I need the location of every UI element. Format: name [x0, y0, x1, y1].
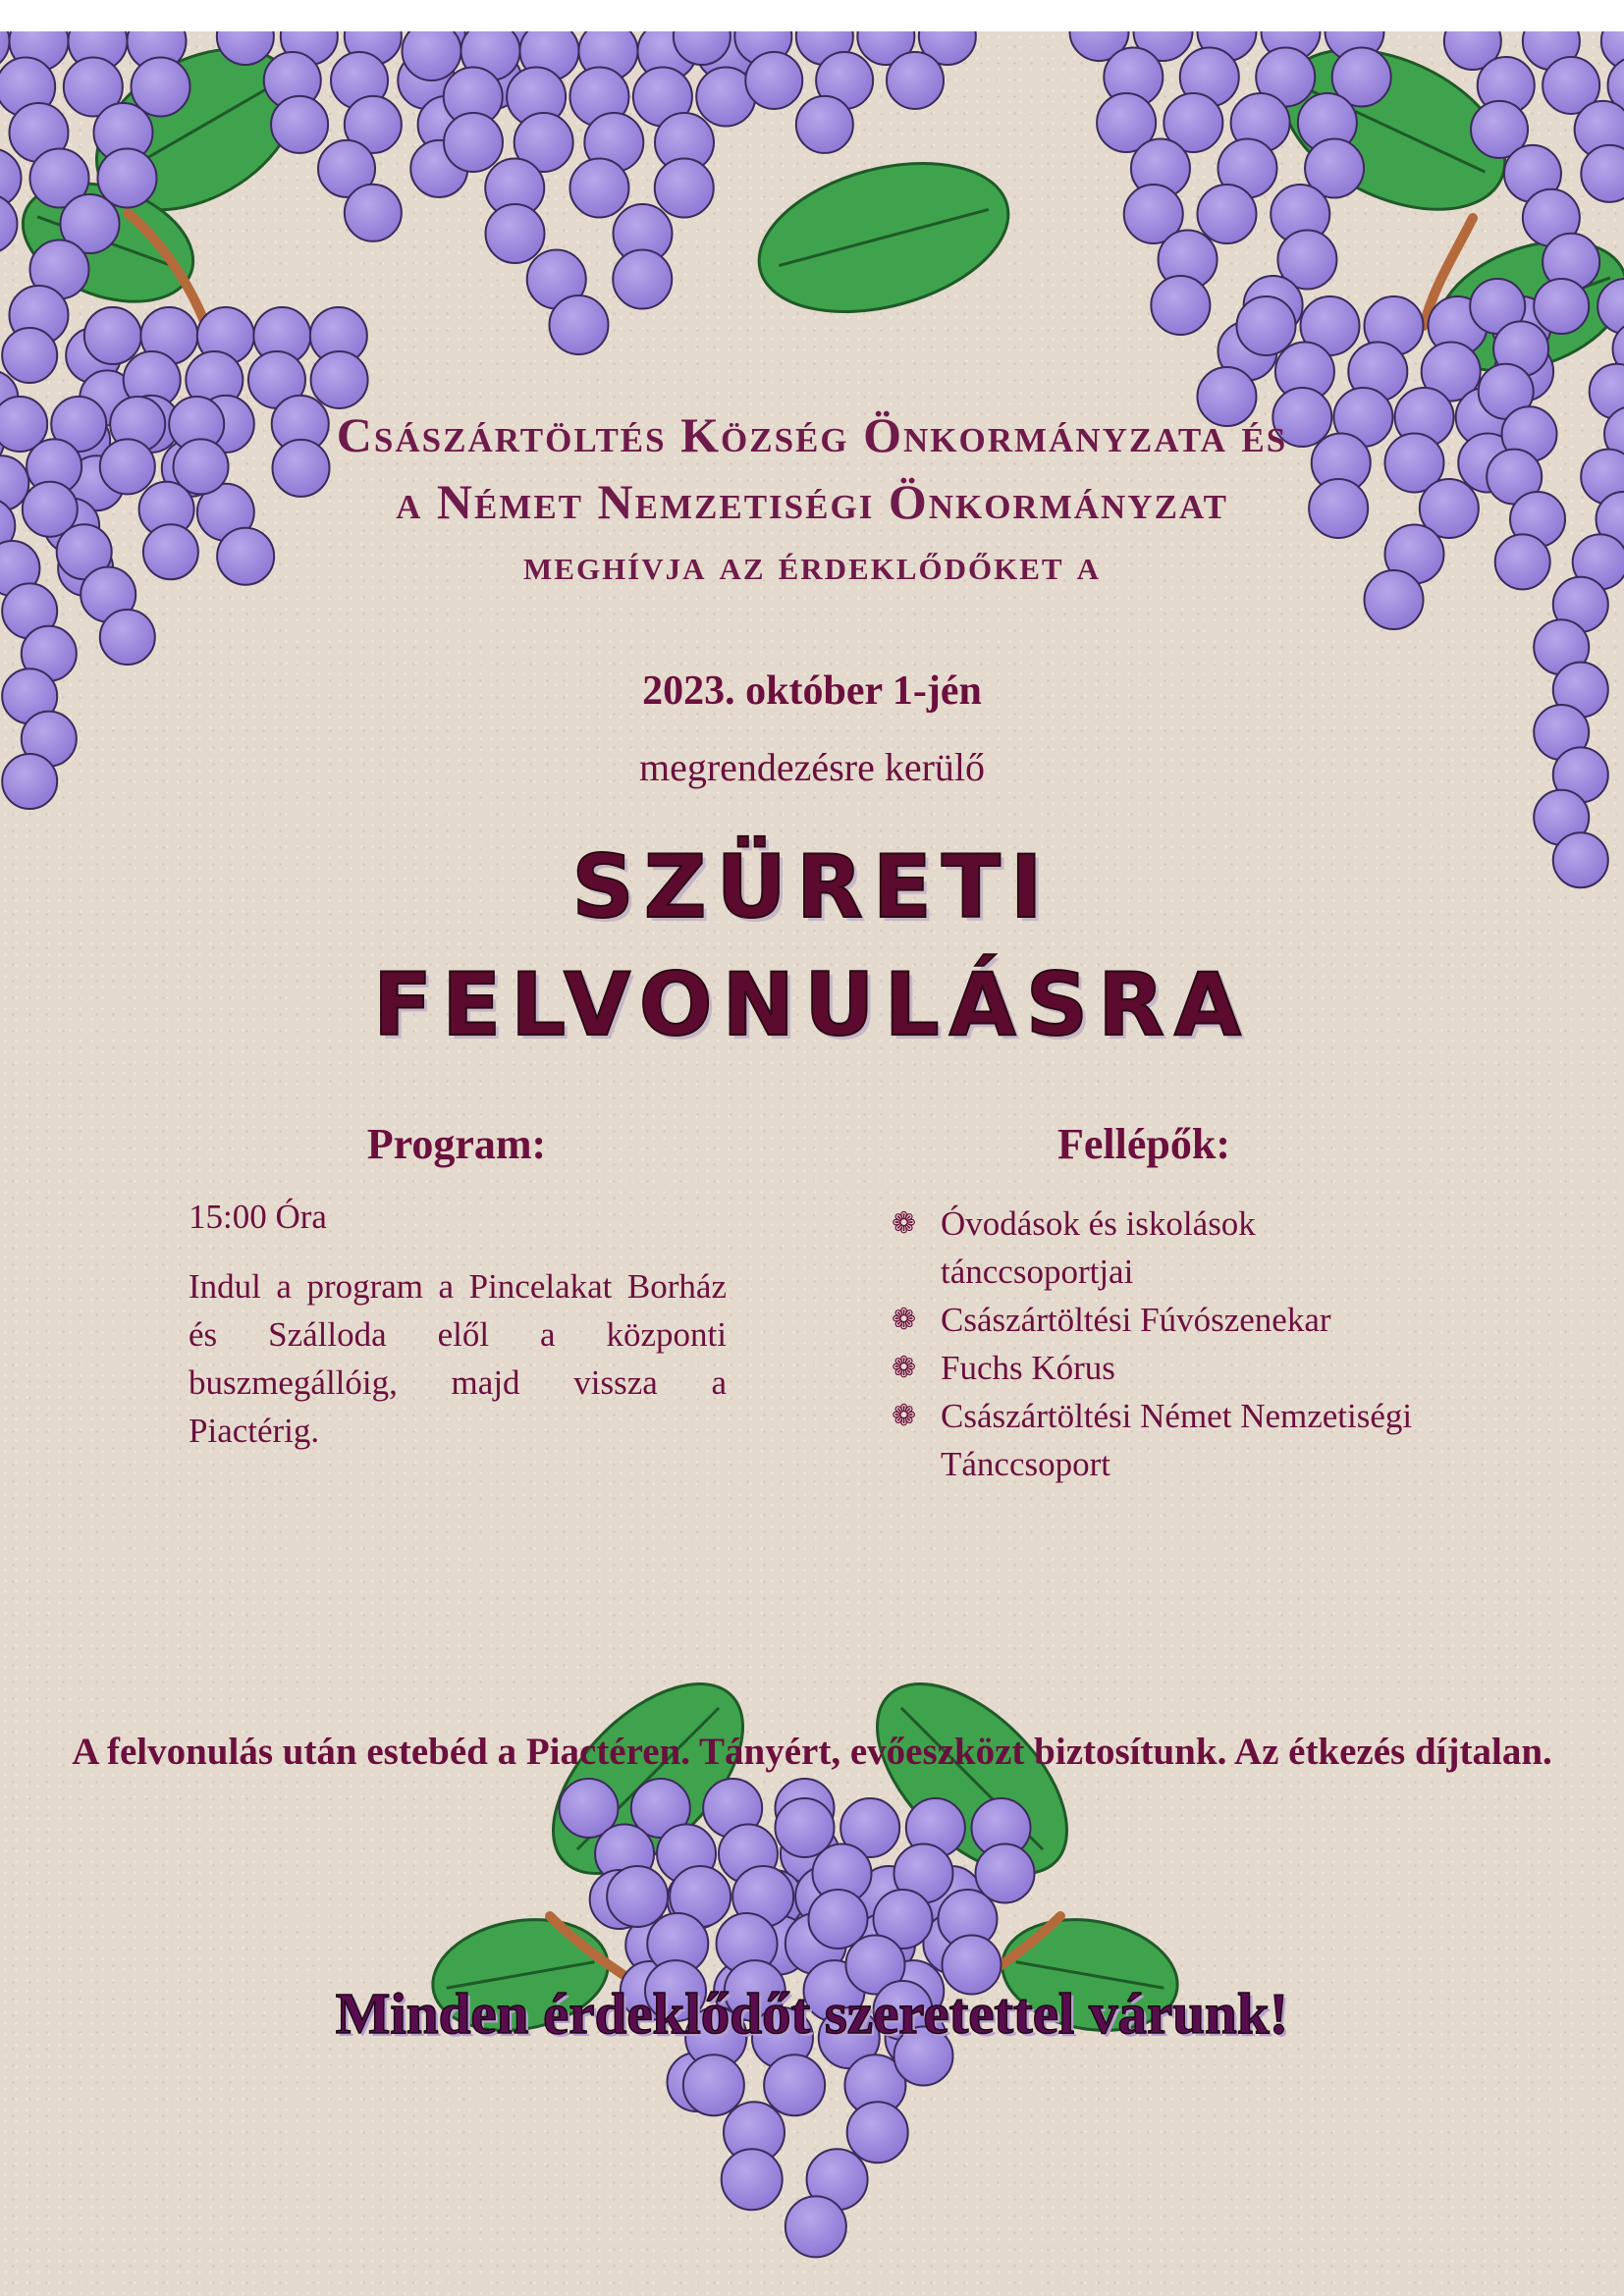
grape-berry	[1151, 276, 1210, 335]
grape-berry	[1198, 185, 1257, 243]
grape-berry	[887, 52, 944, 109]
grape-berry	[100, 610, 155, 665]
grape-berry	[764, 2055, 825, 2115]
event-title-line-2: FELVONULÁSRA	[372, 954, 1252, 1055]
grape-illustration-layer	[0, 31, 1624, 2296]
grape-berry	[1237, 296, 1296, 355]
flower-bullet-icon: ❁	[892, 1352, 917, 1384]
grape-berry	[613, 250, 672, 309]
grape-clusters	[0, 31, 1624, 2257]
host-organizer-line-1: Császártöltés Község Önkormányzata és	[336, 407, 1288, 462]
grape-berry	[311, 351, 368, 408]
grape-berry	[444, 113, 503, 172]
invitation-line: meghívja az érdeklődőket a	[523, 541, 1101, 589]
grape-berry	[570, 159, 629, 218]
host-organizer-line-2: a Német Nemzetiségi Önkormányzat	[396, 474, 1228, 529]
program-time: 15:00 Óra	[189, 1198, 327, 1236]
grape-berry	[745, 52, 802, 109]
dinner-note: A felvonulás után estebéd a Piactéren. Tányért, evőeszközt biztosítunk. Az étkezés díjtalan.	[72, 1731, 1552, 1773]
program-heading: Program:	[366, 1120, 547, 1168]
flower-bullet-icon: ❁	[892, 1400, 917, 1432]
program-description: Indul a program a Pincelakat Borház és Szálloda elől a központi buszmegállóig, majd vissza a Piactérig.	[189, 1267, 727, 1450]
list-item: ❁ Óvodások és iskolások tánccsoportjai	[892, 1200, 1441, 1296]
grape-berry	[84, 307, 141, 364]
closing-message: Minden érdeklődőt szeretettel várunk!	[335, 1981, 1289, 2046]
grape-berry	[550, 295, 609, 354]
grape-berry	[345, 185, 402, 241]
grape-berry	[1534, 279, 1589, 334]
grape-berry	[271, 96, 328, 153]
grape-berry	[847, 2102, 908, 2163]
grape-berry	[486, 204, 545, 263]
performers-list	[892, 1200, 1441, 1488]
list-item: ❁ Császártöltési Német Nemzetiségi Tánccsoport	[892, 1392, 1441, 1488]
grape-berry	[0, 194, 18, 253]
flower-bullet-icon: ❁	[892, 1207, 917, 1240]
grape-berry	[655, 159, 714, 218]
event-subtitle: megrendezésre kerülő	[638, 745, 986, 789]
list-item: ❁ Császártöltési Fúvószenekar	[892, 1296, 1441, 1344]
event-title-line-1: SZÜRETI	[571, 836, 1053, 937]
grape-berry	[796, 96, 853, 153]
grape-berry	[683, 2055, 744, 2115]
grape-berry	[785, 2196, 846, 2257]
invitation-poster	[0, 31, 1624, 2296]
performers-heading: Fellépők:	[1057, 1120, 1230, 1168]
grape-berry	[403, 31, 461, 80]
flower-bullet-icon: ❁	[892, 1304, 917, 1336]
list-item: ❁ Fuchs Kórus	[892, 1344, 1441, 1392]
event-date: 2023. október 1-jén	[642, 668, 982, 714]
grape-berry	[722, 2149, 783, 2210]
grape-berry	[607, 1866, 668, 1927]
grape-berry	[2, 328, 57, 383]
